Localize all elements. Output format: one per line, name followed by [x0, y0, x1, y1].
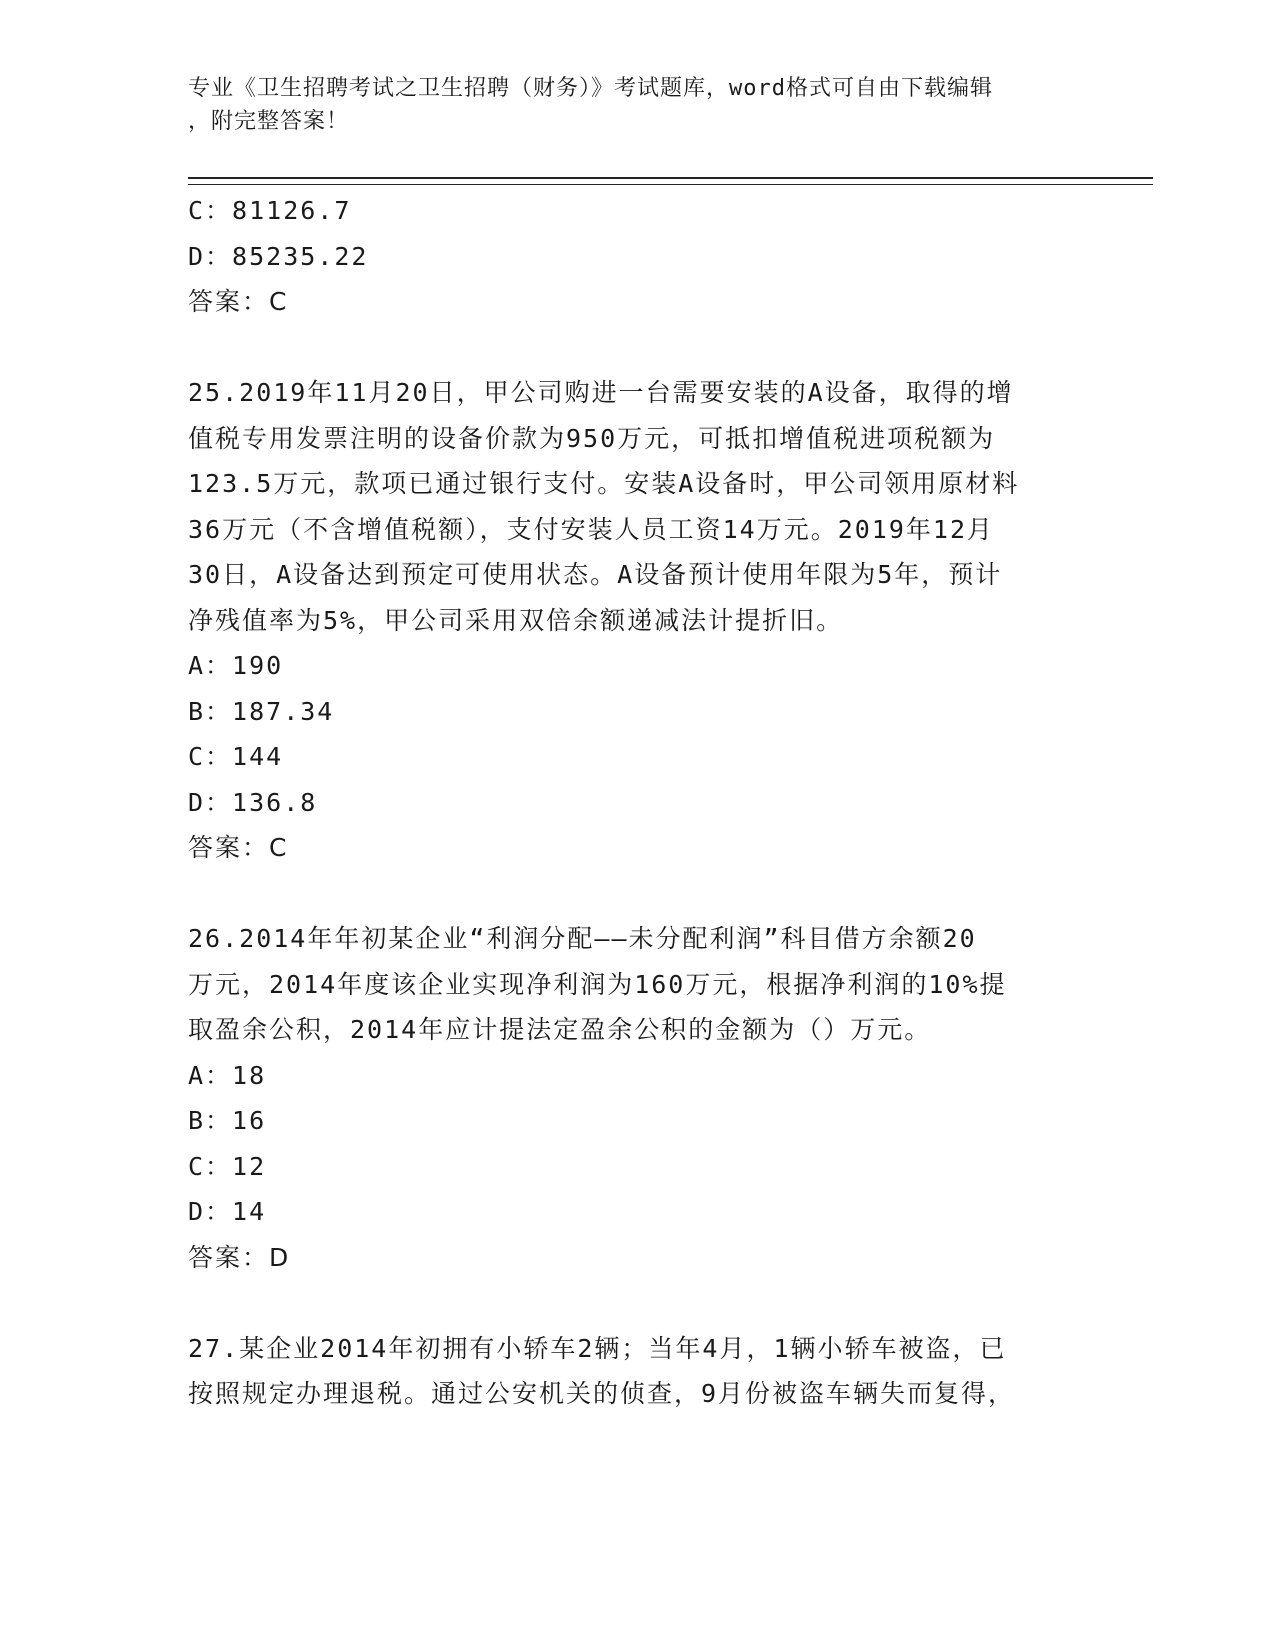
question-line: 27.某企业2014年初拥有小轿车2辆；当年4月，1辆小轿车被盗，已 [188, 1333, 1007, 1363]
option-d: D：136.8 [188, 787, 318, 817]
question-text [188, 916, 1088, 1053]
prev-question-block [188, 188, 1088, 325]
question-25 [188, 370, 1088, 871]
option-a: A：18 [188, 1060, 267, 1090]
option-c: C：12 [188, 1151, 267, 1181]
option-c: C：144 [188, 742, 284, 771]
header-divider-thin [188, 184, 1153, 185]
question-line: 123.5万元，款项已通过银行支付。安装A设备时，甲公司领用原材料 [188, 469, 1020, 498]
answer-line: 答案：C [188, 833, 289, 862]
question-27 [188, 1326, 1088, 1417]
header-line-2: ，附完整答案！ [188, 109, 350, 134]
question-line: 25.2019年11月20日，甲公司购进一台需要安装的A设备，取得的增 [188, 378, 1014, 407]
question-line: 值税专用发票注明的设备价款为950万元，可抵扣增值税进项税额为 [188, 423, 996, 453]
option-b: B：187.34 [188, 696, 335, 726]
option-b: B：16 [188, 1106, 267, 1135]
option-c: C：81126.7 [188, 196, 352, 225]
answer-line: 答案：D [188, 1242, 291, 1272]
answer-line: 答案：C [188, 287, 289, 316]
option-d: D：14 [188, 1197, 267, 1226]
question-text [188, 370, 1088, 643]
header-line-1: 专业《卫生招聘考试之卫生招聘（财务）》考试题库，word格式可自由下载编辑 [188, 76, 993, 101]
question-26 [188, 916, 1088, 1280]
question-line: 取盈余公积，2014年应计提法定盈余公积的金额为（）万元。 [188, 1015, 932, 1044]
question-line: 万元，2014年度该企业实现净利润为160万元，根据净利润的10%提 [188, 969, 1007, 999]
option-a: A：190 [188, 651, 284, 680]
question-line: 净残值率为5%，甲公司采用双倍余额递减法计提折旧。 [188, 605, 844, 635]
question-content [188, 188, 1088, 1417]
spacer [188, 1280, 1088, 1326]
question-line: 36万元（不含增值税额），支付安装人员工资14万元。2019年12月 [188, 514, 995, 544]
option-d: D：85235.22 [188, 241, 369, 271]
question-line: 30日，A设备达到预定可使用状态。A设备预计使用年限为5年，预计 [188, 560, 1003, 589]
header-divider-thick [188, 177, 1153, 179]
question-text [188, 1326, 1088, 1417]
question-line: 按照规定办理退税。通过公安机关的侦查，9月份被盗车辆失而复得， [188, 1379, 1016, 1408]
spacer [188, 325, 1088, 371]
question-line: 26.2014年年初某企业“利润分配——未分配利润”科目借方余额20 [188, 924, 977, 953]
page-header [188, 72, 1088, 138]
spacer [188, 871, 1088, 917]
